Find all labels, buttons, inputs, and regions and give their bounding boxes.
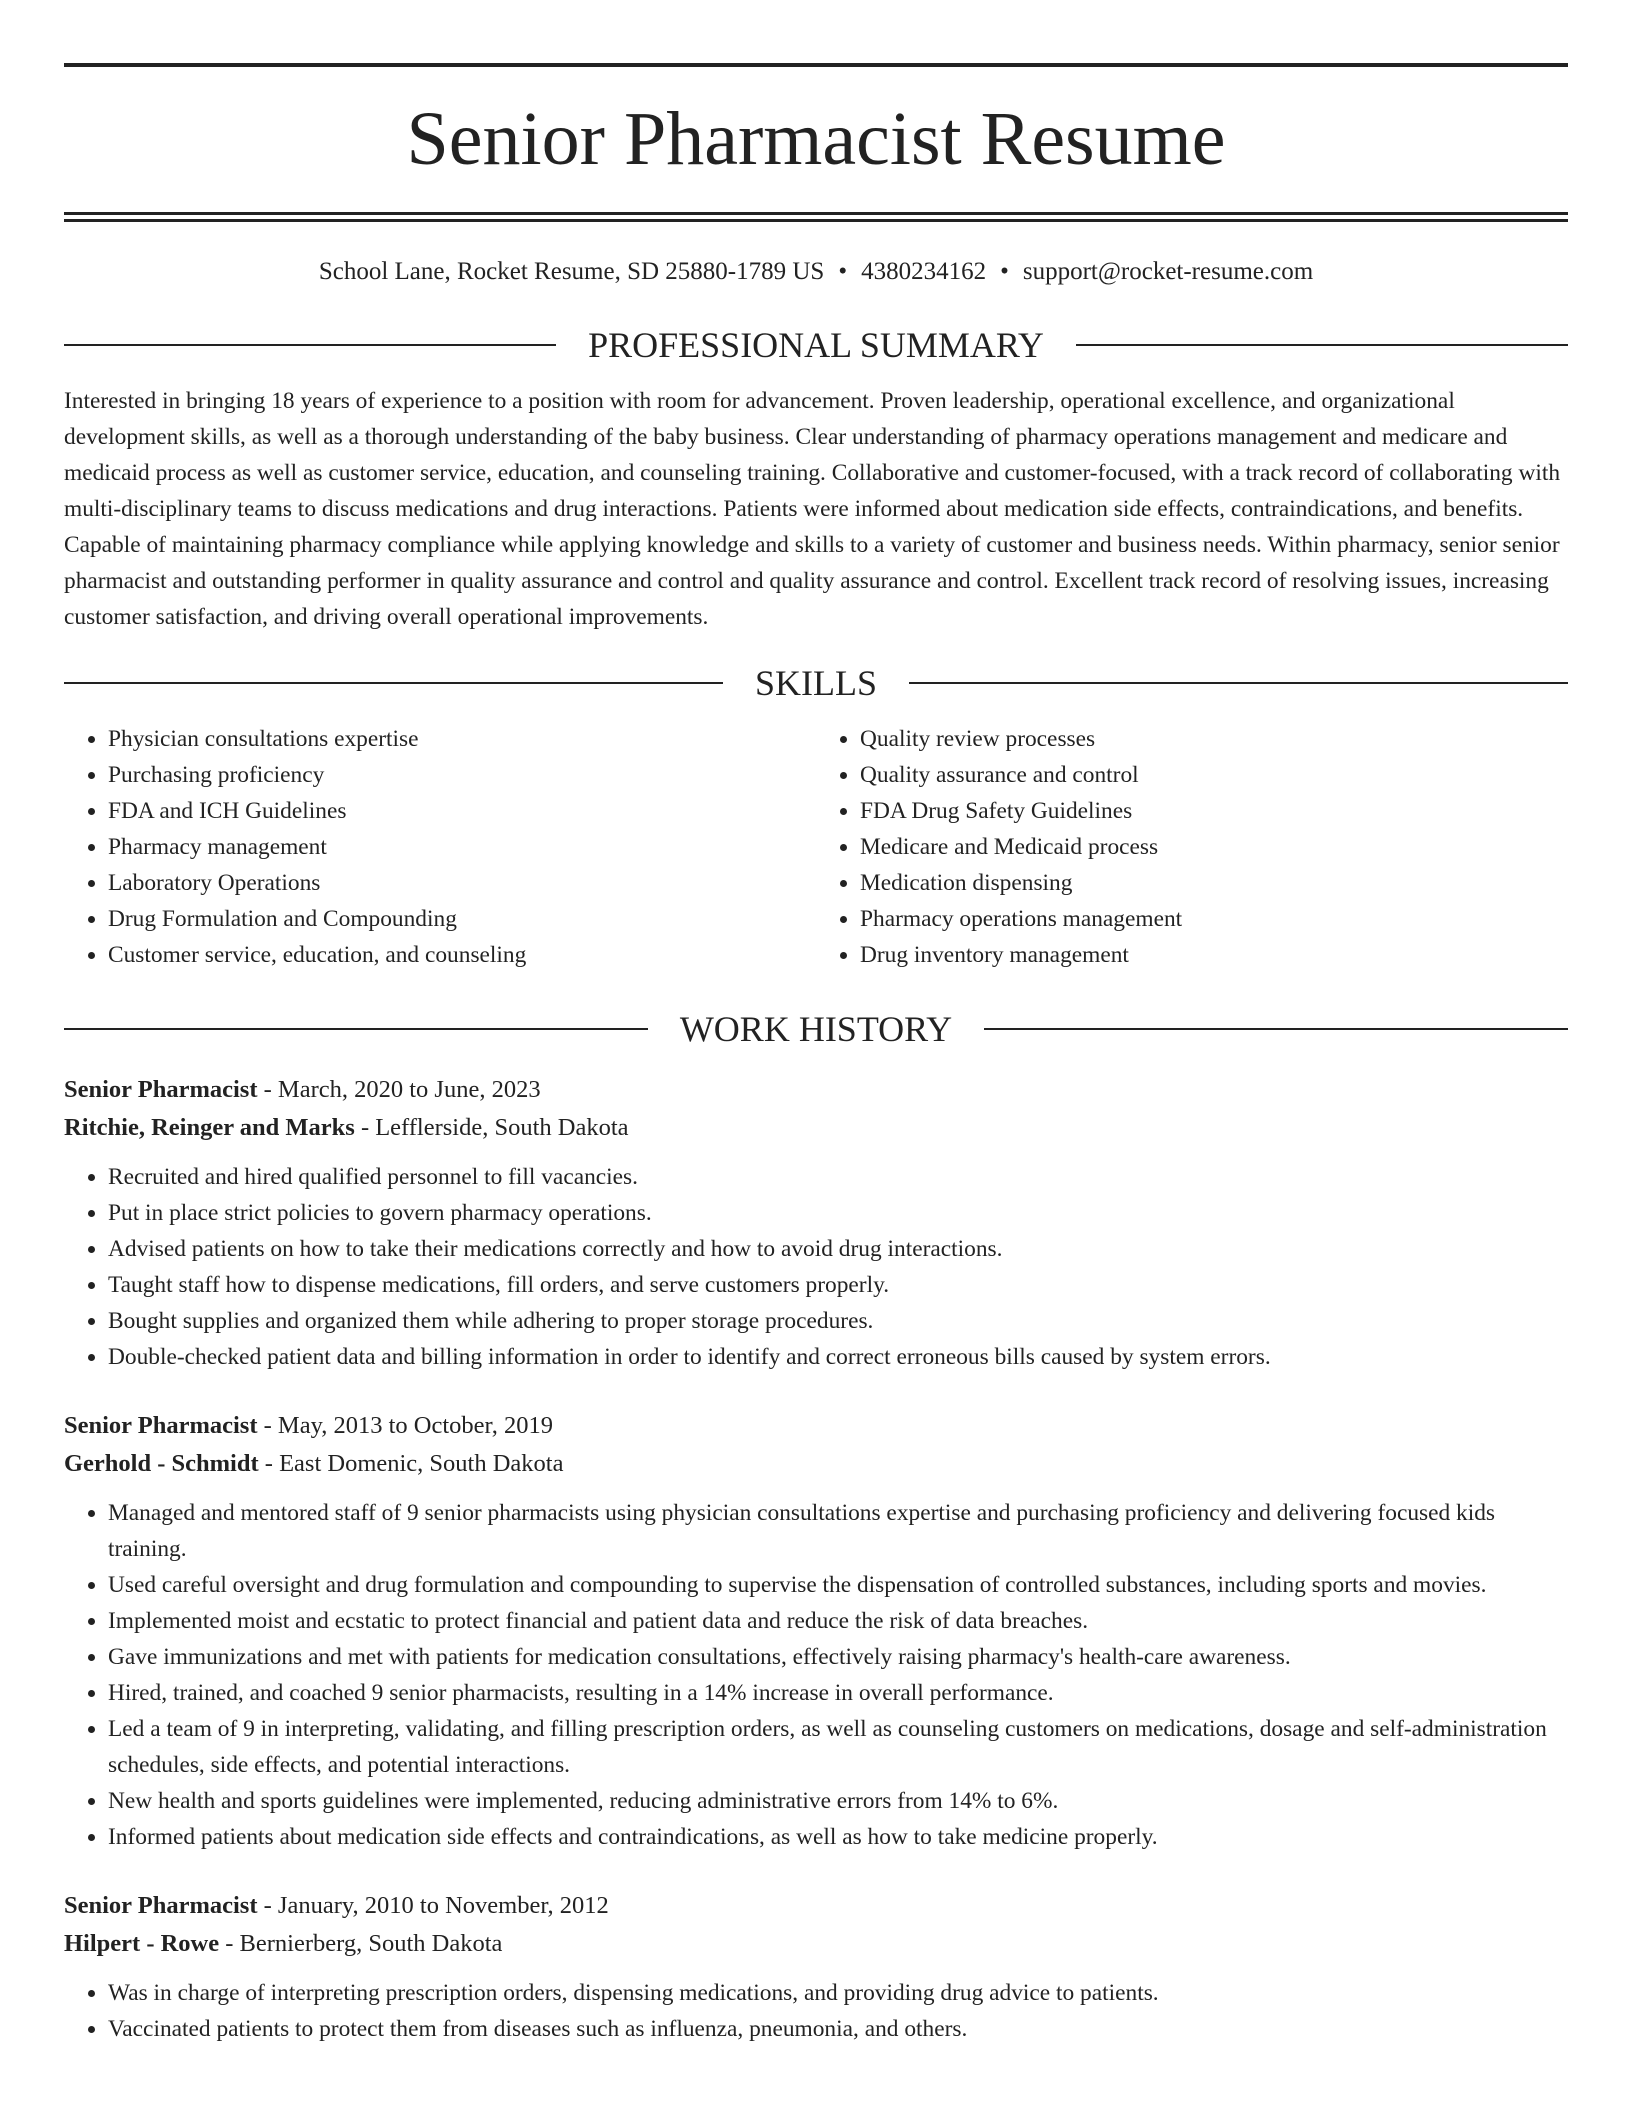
job-company: Ritchie, Reinger and Marks [64,1114,355,1141]
heading-rule-right [909,682,1568,684]
job-bullet: • Was in charge of interpreting prescription orders, dispensing medications, and providing drug advice to patients. [108,1975,1568,2011]
job-bullet: • Double-checked patient data and billing information in order to identify and correct erroneous bills caused by system errors. [108,1339,1568,1375]
contact-email: support@rocket-resume.com [1022,258,1314,285]
job-bullet: • Managed and mentored staff of 9 senior pharmacists using physician consultations expertise and purchasing proficiency and delivering focused kids training. [108,1495,1568,1567]
heading-rule-right [984,1028,1568,1030]
summary-heading: PROFESSIONAL SUMMARY [588,325,1044,365]
job-title-line [64,1071,1568,1109]
job-company: Hilpert - Rowe [64,1930,220,1957]
skills-columns [64,721,1568,973]
job-bullet: • Implemented moist and ecstatic to protect financial and patient data and reduce the risk of data breaches. [108,1603,1568,1639]
job-location: - Bernierberg, South Dakota [219,1930,503,1957]
job-company-line [64,1109,1568,1147]
job-company-line [64,1925,1568,1963]
summary-text: Interested in bringing 18 years of experience to a position with room for advancement. Proven leadership, operational excellence, and organizational development skills, as well as a thorough understanding of the baby business. Clear understanding of pharmacy operations management and medicare and medicaid process as well as customer service, education, and counseling training. Collaborative and customer-focused, with a track record of collaborating with multi-disciplinary teams to discuss medications and drug interactions. Patients were informed about medication side effects, contraindications, and benefits. Capable of maintaining pharmacy compliance while applying knowledge and skills to a variety of customer and business needs. Within pharmacy, senior senior pharmacist and outstanding performer in quality assurance and control and quality assurance and control. Excellent track record of resolving issues, increasing customer satisfaction, and driving overall operational improvements. [64,388,1561,630]
skill-item: • Customer service, education, and counseling [108,937,816,973]
job-title-line [64,1407,1568,1445]
job-company: Gerhold - Schmidt [64,1450,259,1477]
skill-item: • Quality review processes [860,721,1568,757]
job-bullet: • Vaccinated patients to protect them from diseases such as influenza, pneumonia, and others. [108,2011,1568,2047]
job-location: - Lefflerside, South Dakota [354,1114,629,1141]
contact-phone: 4380234162 [861,258,987,285]
job-bullet: • Gave immunizations and met with patients for medication consultations, effectively raising pharmacy's health-care awareness. [108,1639,1568,1675]
skill-item: • Drug inventory management [860,937,1568,973]
skill-item: • Medication dispensing [860,865,1568,901]
job-bullet: • Taught staff how to dispense medications, fill orders, and serve customers properly. [108,1267,1568,1303]
job-title-line [64,1887,1568,1925]
job-entry [64,1071,1568,1375]
heading-rule-left [64,344,556,346]
job-bullet: • New health and sports guidelines were implemented, reducing administrative errors from 14% to 6%. [108,1783,1568,1819]
skill-item: • Drug Formulation and Compounding [108,901,816,937]
skill-item: • Medicare and Medicaid process [860,829,1568,865]
job-bullet: • Bought supplies and organized them while adhering to proper storage procedures. [108,1303,1568,1339]
contact-address: School Lane, Rocket Resume, SD 25880-1789 US [318,258,825,285]
skills-heading: SKILLS [755,663,878,703]
heading-rule-right [1076,344,1568,346]
job-dates: - March, 2020 to June, 2023 [257,1076,541,1103]
job-bullet: • Recruited and hired qualified personnel to fill vacancies. [108,1159,1568,1195]
work-section-heading [64,1007,1568,1051]
skills-section-heading [64,661,1568,705]
skill-item: • Quality assurance and control [860,757,1568,793]
heading-rule-left [64,682,723,684]
skill-item: • Laboratory Operations [108,865,816,901]
job-bullets [64,1975,1568,2047]
page-title: Senior Pharmacist Resume [406,97,1226,181]
job-dates: - January, 2010 to November, 2012 [257,1892,609,1919]
work-heading: WORK HISTORY [679,1009,953,1049]
skill-item: • FDA Drug Safety Guidelines [860,793,1568,829]
title-double-rule [64,212,1568,222]
skill-item: • Pharmacy operations management [860,901,1568,937]
skill-item: • Physician consultations expertise [108,721,816,757]
job-bullet: • Hired, trained, and coached 9 senior pharmacists, resulting in a 14% increase in overall performance. [108,1675,1568,1711]
job-location: - East Domenic, South Dakota [258,1450,564,1477]
job-title: Senior Pharmacist [64,1412,258,1439]
job-title: Senior Pharmacist [64,1076,258,1103]
job-entry [64,1407,1568,1855]
skill-item: • Pharmacy management [108,829,816,865]
job-title: Senior Pharmacist [64,1892,258,1919]
top-rule [64,63,1568,67]
job-bullets [64,1495,1568,1855]
job-bullet: • Advised patients on how to take their medications correctly and how to avoid drug interactions. [108,1231,1568,1267]
job-bullet: • Put in place strict policies to govern pharmacy operations. [108,1195,1568,1231]
heading-rule-left [64,1028,648,1030]
job-bullet: • Used careful oversight and drug formulation and compounding to supervise the dispensation of controlled substances, including sports and movies. [108,1567,1568,1603]
contact-line [64,257,1568,287]
contact-separator: • [838,258,848,285]
job-bullet: • Informed patients about medication side effects and contraindications, as well as how to take medicine properly. [108,1819,1568,1855]
job-company-line [64,1445,1568,1483]
skills-list-right [816,721,1568,973]
skills-list-left [64,721,816,973]
contact-separator: • [1000,258,1009,285]
skill-item: • Purchasing proficiency [108,757,816,793]
summary-section-heading [64,323,1568,367]
skill-item: • FDA and ICH Guidelines [108,793,816,829]
job-bullets [64,1159,1568,1375]
job-bullet: • Led a team of 9 in interpreting, validating, and filling prescription orders, as well as counseling customers on medications, dosage and self-administration schedules, side effects, and potential interactions. [108,1711,1568,1783]
job-dates: - May, 2013 to October, 2019 [257,1412,553,1439]
work-history-list [64,1071,1568,2047]
job-entry [64,1887,1568,2047]
